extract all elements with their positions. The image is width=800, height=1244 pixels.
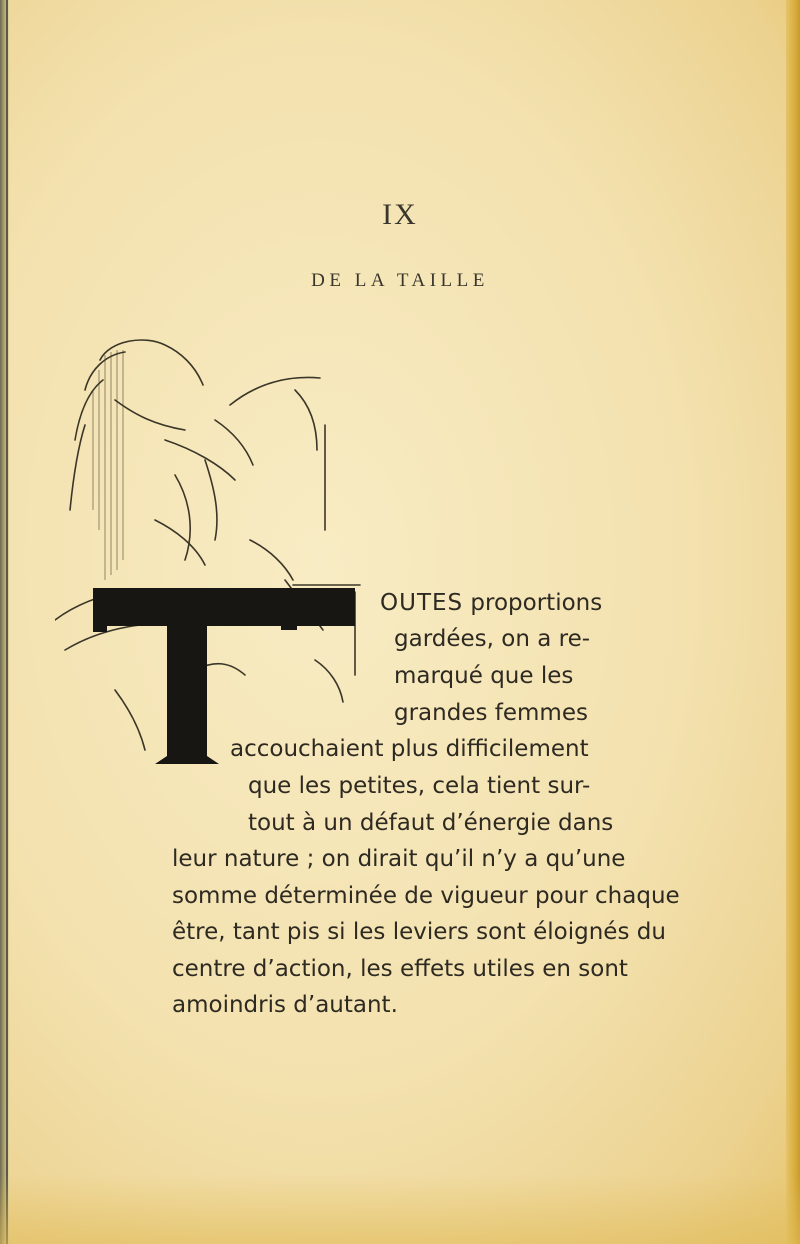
- text-line-11: centre d’action, les effets utiles en sont: [172, 956, 628, 982]
- initial-word-continuation: OUTES: [380, 590, 464, 616]
- binding-rule: [6, 0, 8, 1244]
- text-line-1: OUTES proportions: [380, 590, 603, 616]
- text-line-9: somme déterminée de vigueur pour chaque: [172, 883, 680, 909]
- chapter-title: DE LA TAILLE: [311, 270, 489, 291]
- text-line-8: leur nature ; on dirait qu’il n’y a qu’une: [172, 846, 626, 872]
- text-line-6: que les petites, cela tient sur-: [248, 773, 591, 799]
- chapter-number: IX: [382, 198, 418, 231]
- text-line-12: amoindris d’autant.: [172, 992, 398, 1018]
- initial-letter-t-stem: [167, 588, 207, 756]
- text-line-10: être, tant pis si les leviers sont éloignés du: [172, 919, 666, 945]
- page-edge-right: [786, 0, 800, 1244]
- page-shading: [0, 1174, 800, 1244]
- text-line-7: tout à un défaut d’énergie dans: [248, 810, 614, 836]
- drop-cap-initial-ornament: [55, 330, 385, 770]
- text-line-2: gardées, on a re-: [394, 626, 591, 652]
- text-line-5: accouchaient plus difficilement: [230, 736, 589, 762]
- text-line-3: marqué que les: [394, 663, 574, 689]
- initial-letter-t-bar: [93, 588, 355, 626]
- text-line-4: grandes femmes: [394, 700, 588, 726]
